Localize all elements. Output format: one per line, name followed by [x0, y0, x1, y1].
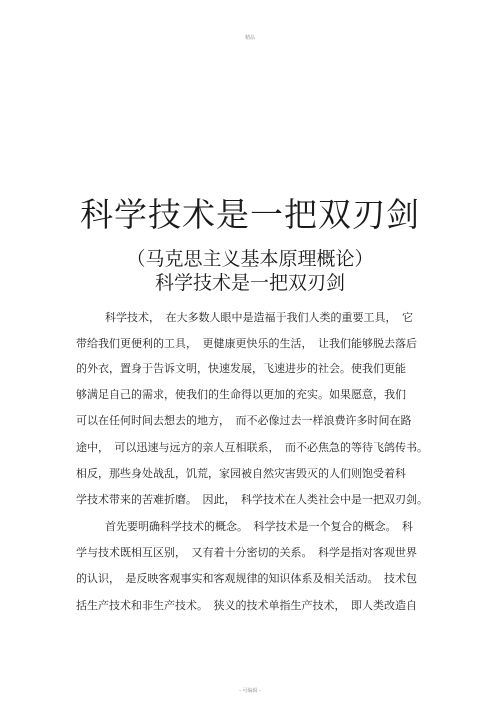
document-subtitle-line-1: （马克思主义基本原理概论）	[126, 248, 374, 270]
paragraph-2-line-4: 括生产技术和非生产技术。 狭义的技术单指生产技术， 即人类改造自	[76, 599, 417, 612]
paragraph-2-line-3: 的认识， 是反映客观事实和客观规律的知识体系及相关活动。 技术包	[76, 572, 417, 585]
paragraph-1-line-2: 带给我们更便利的工具， 更健康更快乐的生活， 让我们能够脱去落后	[76, 337, 417, 350]
paragraph-1-line-5: 可以在任何时间去想去的地方， 而不必像过去一样浪费许多时间在路	[76, 414, 412, 427]
paragraph-1-line-3: 的外衣，置身于告诉文明，快速发展，飞速进步的社会。使我们更能	[76, 362, 406, 375]
document-subtitle-line-2: 科学技术是一把双刃剑	[154, 272, 345, 294]
paragraph-1-line-1: 科学技术， 在大多数人眼中是造福于我们人类的重要工具， 它	[105, 311, 413, 324]
paragraph-1-line-4: 够满足自己的需求，使我们的生命得以更加的充实。如果愿意，我们	[76, 388, 406, 401]
footer-mark: - 可编辑 -	[239, 688, 261, 694]
paragraph-2-line-2: 学与技术既相互区别， 又有着十分密切的关系。 科学是指对客观世界	[76, 546, 417, 559]
paragraph-1-line-8: 学技术带来的苦难折磨。 因此， 科学技术在人类社会中是一把双刃剑。	[76, 493, 428, 506]
document-title: 科学技术是一把双刃剑	[80, 195, 420, 234]
paragraph-1-line-7: 相反，那些身处战乱，饥荒，家园被自然灾害毁灭的人们则饱受着科	[76, 467, 406, 480]
paragraph-2-line-1: 首先要明确科学技术的概念。 科学技术是一个复合的概念。 科	[105, 520, 413, 533]
header-mark: 精品	[244, 35, 255, 41]
paragraph-1-line-6: 途中， 可以迅速与远方的亲人互相联系， 而不必焦急的等待飞鸽传书。	[76, 441, 428, 454]
